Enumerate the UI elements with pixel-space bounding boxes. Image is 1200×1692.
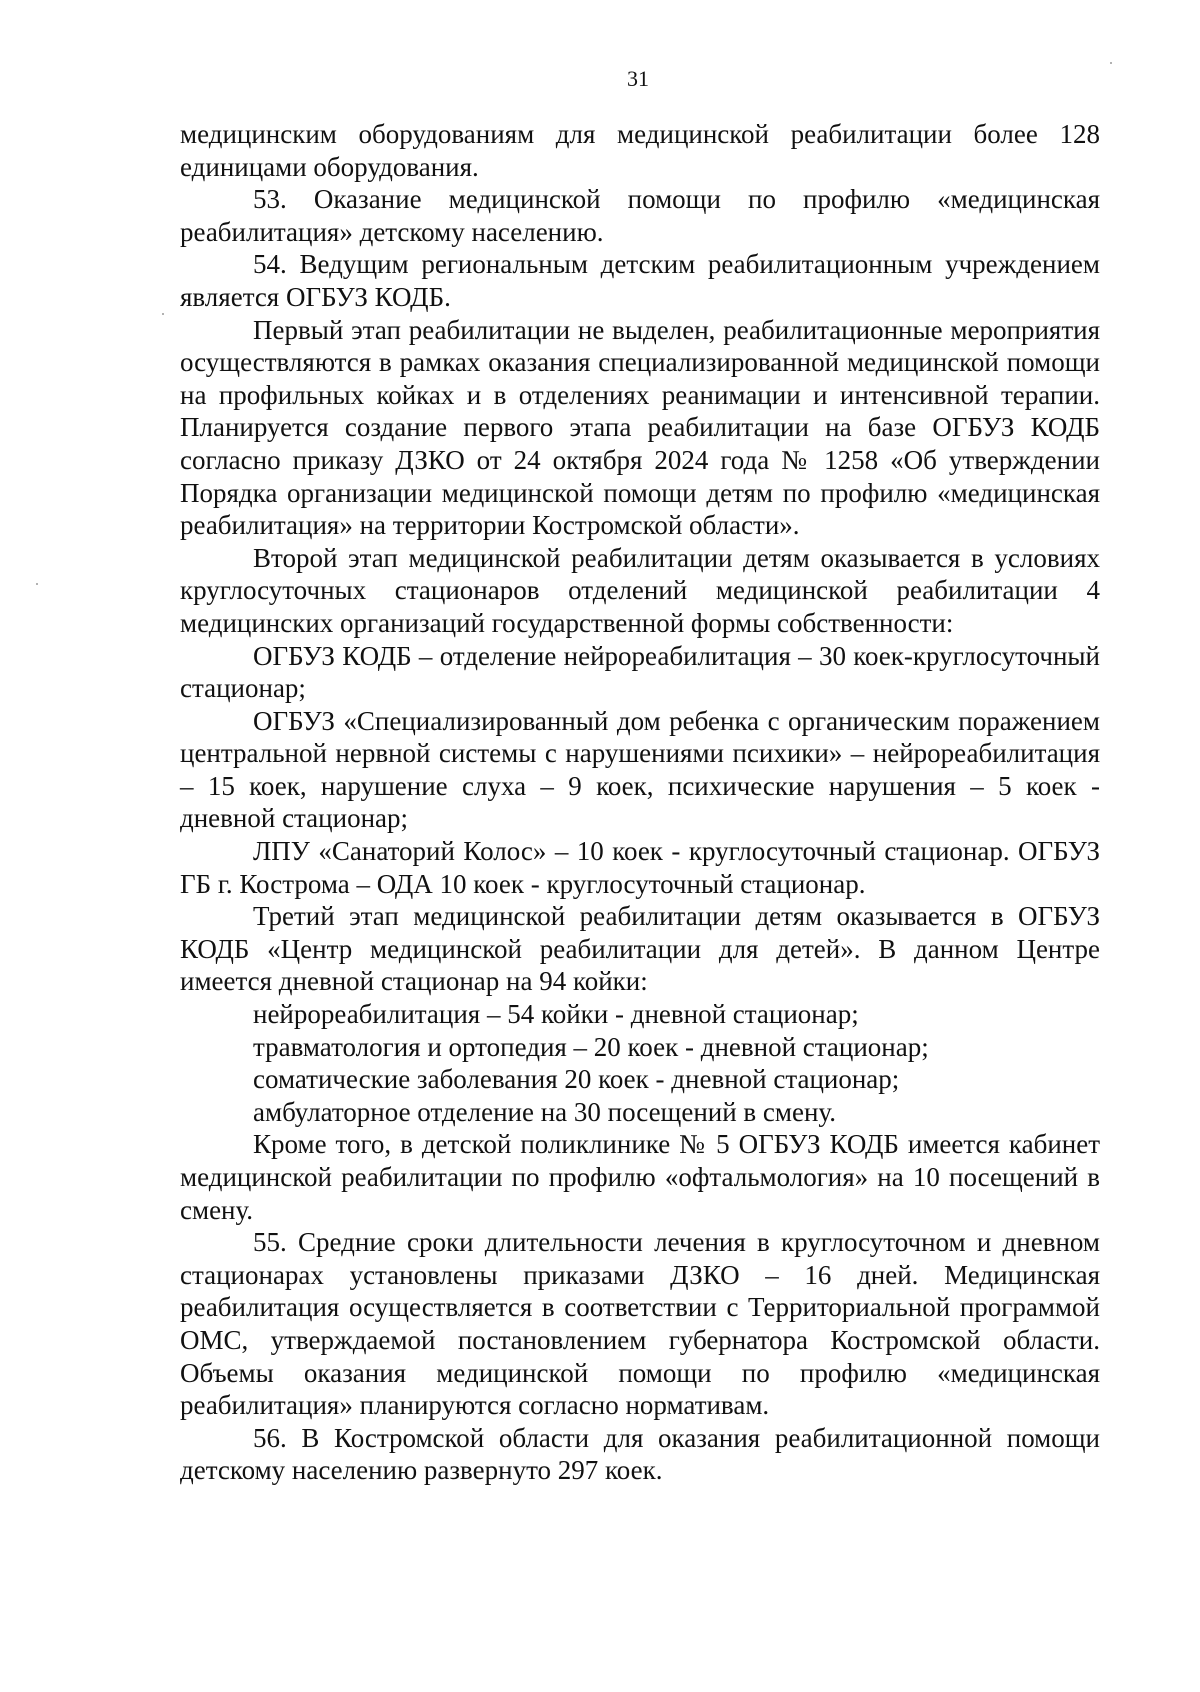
paragraph-children-home: ОГБУЗ «Специализированный дом ребенка с органическим поражением центральной нервной системы с нарушениями психики» – нейрореабилитация – 15 коек, нарушение слуха – 9 коек, психические нарушения – 5 коек - дневной стационар;: [180, 705, 1100, 834]
paragraph-first-stage: Первый этап реабилитации не выделен, реабилитационные мероприятия осуществляются в рамках оказания специализированной медицинской помощи на профильных койках и в отделениях реанимации и интенсивной терапии. Планируется создание первого этапа реабилитации на базе ОГБУЗ КОДБ согласно приказу ДЗКО от 24 октября 2024 года № 1258 «Об утверждении Порядка организации медицинской помощи детям по профилю «медицинская реабилитация» на территории Костромской области».: [180, 314, 1100, 541]
paragraph-kodb-neuro: ОГБУЗ КОДБ – отделение нейрореабилитация – 30 коек-круглосуточный стационар;: [180, 640, 1100, 704]
paragraph-sanatorium: ЛПУ «Санаторий Колос» – 10 коек - круглосуточный стационар. ОГБУЗ ГБ г. Кострома – ОДА 10 коек - круглосуточный стационар.: [180, 836, 1100, 899]
paragraph-54: 54. Ведущим региональным детским реабилитационным учреждением является ОГБУЗ КОДБ.: [180, 249, 1100, 312]
paragraph-third-stage: Третий этап медицинской реабилитации детям оказывается в ОГБУЗ КОДБ «Центр медицинской реабилитации для детей». В данном Центре имеется дневной стационар на 94 койки:: [180, 901, 1100, 997]
paragraph-polyclinic: Кроме того, в детской поликлинике № 5 ОГБУЗ КОДБ имеется кабинет медицинской реабилитации по профилю «офтальмология» на 10 посещений в смену.: [180, 1129, 1100, 1225]
list-item-trauma: травматология и ортопедия – 20 коек - дневной стационар;: [253, 1031, 929, 1062]
list-item-somatic: соматические заболевания 20 коек - дневной стационар;: [253, 1064, 900, 1095]
paragraph-continuation: медицинским оборудованиям для медицинской реабилитации более 128 единицами оборудования.: [180, 119, 1100, 182]
list-item-outpatient: амбулаторное отделение на 30 посещений в смену.: [253, 1096, 836, 1127]
paragraph-55: 55. Средние сроки длительности лечения в круглосуточном и дневном стационарах установлены приказами ДЗКО – 16 дней. Медицинская реабилитация осуществляется в соответствии с Территориальной программой ОМС, утверждаемой постановлением губернатора Костромской области. Объемы оказания медицинской помощи по профилю «медицинская реабилитация» планируются согласно нормативам.: [180, 1227, 1100, 1421]
document-body: [180, 118, 1100, 1487]
scan-speck: [162, 313, 164, 315]
list-item-neuro: нейрореабилитация – 54 койки - дневной стационар;: [253, 999, 859, 1030]
paragraph-second-stage: Второй этап медицинской реабилитации детям оказывается в условиях круглосуточных стационаров отделений медицинской реабилитации 4 медицинских организаций государственной формы собственности:: [180, 542, 1100, 638]
scan-speck: [36, 583, 38, 585]
paragraph-53: 53. Оказание медицинской помощи по профилю «медицинская реабилитация» детскому населению.: [180, 184, 1100, 247]
page-number: 31: [627, 66, 649, 91]
scan-speck: [1110, 62, 1112, 64]
paragraph-56: 56. В Костромской области для оказания реабилитационной помощи детскому населению развернуто 297 коек.: [180, 1422, 1100, 1486]
